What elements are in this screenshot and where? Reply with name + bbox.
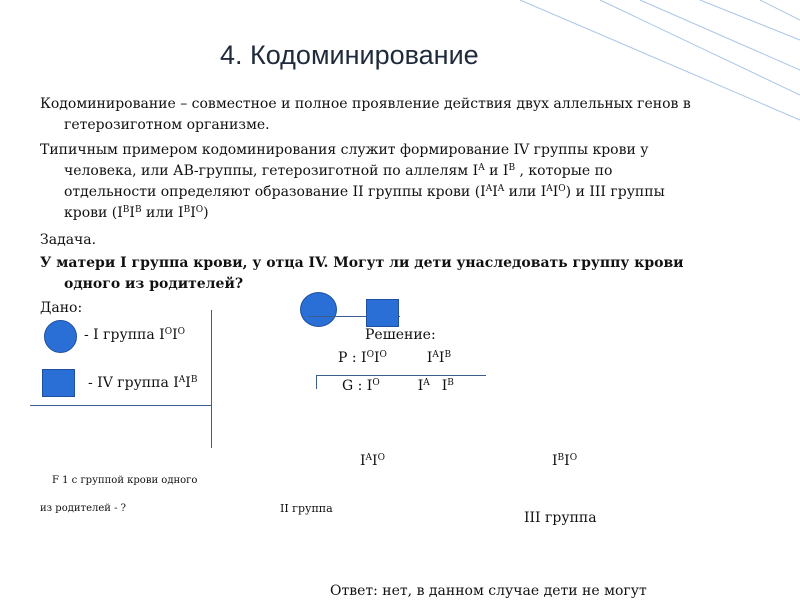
- f1-note-line-1: F 1 с группой крови одного: [52, 475, 198, 486]
- f1-note-line-2: из родителей - ?: [40, 503, 127, 514]
- mother-circle-icon: [300, 292, 337, 327]
- definition-paragraph: [40, 94, 780, 136]
- female-circle-icon: [44, 320, 77, 353]
- example-line-2: человека, или АВ-группы, гетерозиготной по аллелям $I^A$ и $I^B$ , которые по: [64, 163, 613, 179]
- solution-label: Решение:: [365, 327, 436, 343]
- answer-text: Ответ: нет, в данном случае дети не могут: [330, 583, 647, 599]
- legend-male-text: - IV группа $I^AI^B$: [88, 375, 198, 391]
- task-line-1: У матери I группа крови, у отца IV. Могут ли дети унаследовать группу крови: [40, 255, 684, 271]
- task-label: Задача.: [40, 232, 97, 248]
- vertical-divider: [211, 310, 212, 448]
- definition-line-1: Кодоминирование – совместное и полное проявление действия двух аллельных генов в: [40, 96, 691, 112]
- offspring-genotype-2: $I^BI^O$: [552, 453, 578, 469]
- offspring-group-3: III группа: [524, 510, 597, 526]
- father-square-icon: [366, 299, 399, 327]
- offspring-group-2: II группа: [280, 502, 333, 515]
- legend-female-text: - I группа $I^OI^O$: [84, 327, 185, 343]
- gametes-bracket-side: [316, 375, 317, 389]
- task-paragraph: [40, 253, 780, 295]
- example-line-1: Типичным примером кодоминирования служит формирование IV группы крови у: [40, 142, 649, 158]
- definition-line-2: гетерозиготном организме.: [64, 117, 270, 133]
- example-paragraph: [40, 140, 780, 224]
- example-line-4: крови ($I^BI^B$ или $I^BI^O$): [64, 205, 209, 221]
- offspring-genotype-1: $I^AI^O$: [360, 453, 385, 469]
- male-square-icon: [42, 369, 75, 397]
- horizontal-divider: [30, 405, 212, 406]
- task-line-2: одного из родителей?: [64, 276, 244, 292]
- example-line-3: отдельности определяют образование II группы крови ($I^AI^A$ или $I^AI^O$) и III группы: [64, 184, 665, 200]
- slide-title: 4. Кодоминирование: [220, 40, 479, 70]
- given-label: Дано:: [40, 300, 83, 316]
- parents-cross: P : $I^OI^O$ $I^AI^B$: [338, 350, 452, 366]
- gametes-bracket-top: [316, 375, 486, 376]
- gametes-row: G : $I^O$ $I^A$ $I^B$: [342, 378, 454, 394]
